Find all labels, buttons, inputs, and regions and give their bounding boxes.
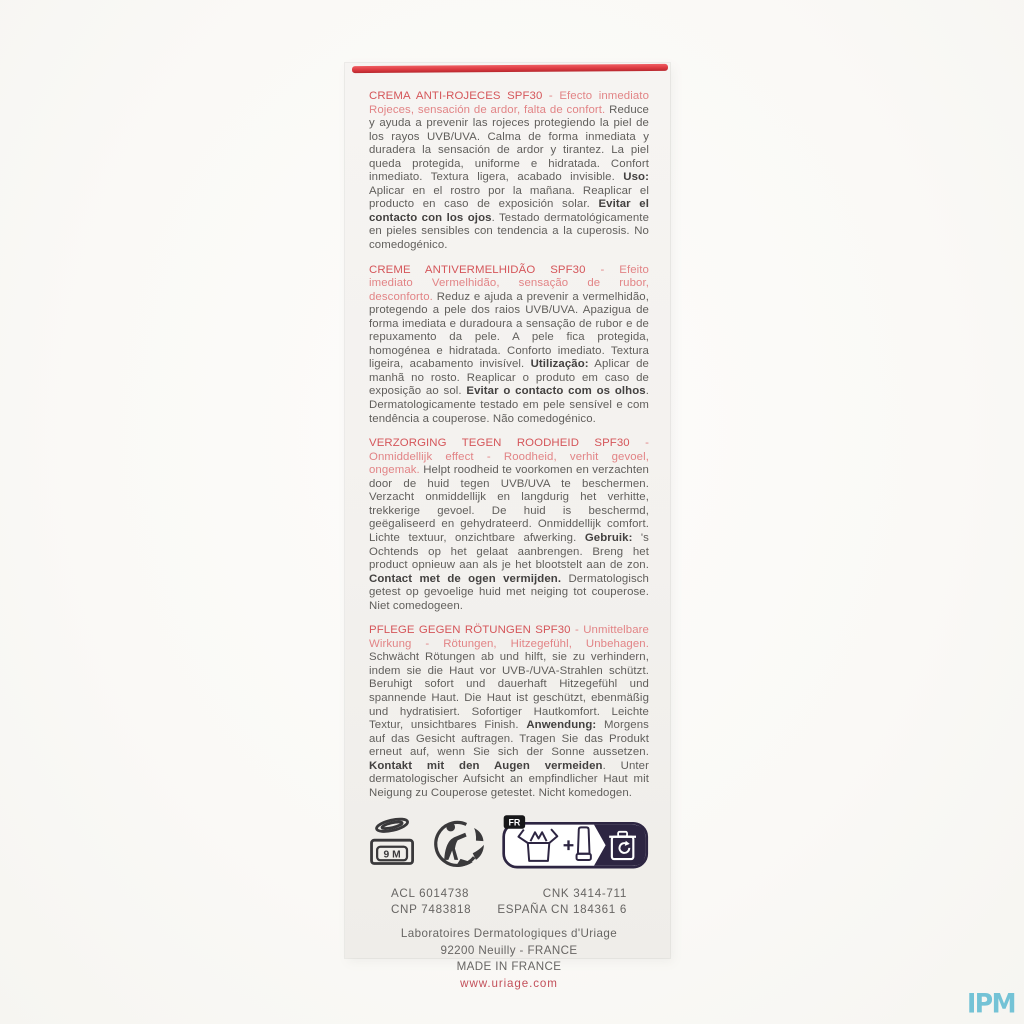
text-segment: Helpt roodheid te voorkomen en verzachten door de huid tegen UVB/UVA te beschermen. Verzacht onmiddellijk en langdurig het verhitte, trekkerige gevoel. De huid is beschermd, geëgaliseerd en gehydrateerd. Onmiddellijk comfort. Lichte textuur, onzichtbare afwerking.	[369, 464, 649, 544]
code-acl: ACL 6014738	[390, 887, 470, 901]
text-segment: - Efecto inmediato Rojeces, sensación de ardor, falta de confort.	[369, 90, 649, 116]
pao-9-months-icon-svg	[365, 814, 421, 872]
text-segment: Reduce y ayuda a prevenir las rojeces protegiendo la piel de los rayos UVB/UVA. Calma de forma inmediata y duradera la sensación de ardor y tirantez. La piel queda protegida, uniforme e hidratada. Confort inmediato. Textura ligera, acabado invisible.	[369, 103, 649, 184]
text-segment: Morgens auf das Gesicht auftragen. Tragen Sie das Produkt erneut auf, wenn Sie sich der Sonne aussetzen.	[369, 719, 649, 759]
code-cnp: CNP 7483818	[390, 903, 472, 917]
text-segment: Schwächt Rötungen ab und hilft, sie zu verhindern, indem sie die Haut vor UVB-/UVA-Strahlen schützt. Beruhigt sofort und dauerhaft Hitzegefühl und spannende Haut. Die Haut ist geschützt, ebenmäßig und hydratisiert. Sofortiger Hautkomfort. Leichte Textur, unsichtbares Finish.	[369, 651, 649, 732]
code-espana-cn: ESPAÑA CN 184361 6	[497, 903, 627, 917]
section-dutch	[369, 437, 649, 613]
text-segment: Evitar el contacto con los ojos	[369, 198, 649, 224]
text-segment: 's Ochtends op het gelaat aanbrengen. Breng het product opnieuw aan als je het blootstelt aan de zon.	[369, 531, 649, 572]
text-segment: Aplicar de manhã no rosto. Reaplicar o produto em caso de exposição ao sol.	[369, 358, 649, 398]
pao-9-months-icon	[365, 814, 421, 877]
text-segment: Uso:	[623, 171, 649, 184]
info-tri-sorting-icon	[501, 813, 653, 878]
triman-recycling-icon	[432, 814, 490, 877]
code-cnk: CNK 3414-711	[542, 887, 627, 901]
text-segment: - Efeito imediato Vermelhidão, sensação de rubor, desconforto.	[369, 263, 649, 303]
text-segment: PFLEGE GEGEN RÖTUNGEN SPF30	[369, 624, 571, 637]
text-segment: Kontakt mit den Augen vermeiden	[369, 759, 603, 772]
section-spanish	[369, 90, 649, 253]
text-segment: Evitar o contacto com os olhos	[466, 385, 646, 398]
ipm-watermark: IPM	[966, 988, 1015, 1019]
text-segment: CREMA ANTI-ROJECES SPF30	[369, 90, 543, 102]
text-segment: . Dermatologicamente testado em pele sensível e com tendência a couperose. Não comedogénico.	[369, 385, 649, 425]
section-german	[369, 624, 649, 800]
panel-text-content	[345, 63, 670, 992]
website-url: www.uriage.com	[460, 976, 558, 990]
text-segment: - Onmiddellijk effect - Roodheid, verhit gevoel, ongemak.	[369, 437, 649, 477]
text-segment: Reduz e ajuda a prevenir a vermelhidão, protegendo a pele dos raios UVB/UVA. Apazigua de forma imediata e duradoura a sensação de rubor e de repuxamento da pele. A pele fica protegida, homogénea e hidratada. Conforto imediato. Textura ligeira, acabamento invisível.	[369, 290, 649, 371]
info-tri-sorting-icon-svg	[501, 813, 653, 873]
text-segment: Anwendung:	[526, 719, 597, 732]
pao-duration-label: 9 M	[383, 849, 401, 861]
text-segment: . Testado dermatológicamente en pieles sensibles con tendencia a la cuperosis. No comedogénico.	[369, 211, 649, 252]
triman-recycling-icon-svg	[432, 814, 490, 872]
text-segment: Aplicar en el rostro por la mañana. Reaplicar el producto en caso de exposición solar.	[369, 184, 649, 211]
section-portuguese	[369, 264, 649, 427]
text-segment: - Unmittelbare Wirkung - Rötungen, Hitzegefühl, Unbehagen.	[369, 624, 649, 650]
text-segment: VERZORGING TEGEN ROODHEID SPF30	[369, 437, 630, 450]
text-segment: Contact met de ogen vermijden.	[369, 572, 562, 585]
text-segment: Gebruik:	[584, 531, 633, 544]
text-segment: Dermatologisch getest op gevoelige huid met neiging tot couperose. Niet comedogeen.	[369, 572, 649, 612]
text-segment: CREME ANTIVERMELHIDÃO SPF30	[369, 263, 586, 276]
product-box-back-panel	[345, 63, 670, 990]
text-segment: . Unter dermatologischer Aufsicht an empfindlicher Haut mit Neigung zu Couperose getestet. Nicht komedogen.	[369, 759, 649, 799]
pharma-codes	[369, 887, 649, 916]
manufacturer-city: 92200 Neuilly - FRANCE	[440, 943, 578, 957]
made-in-line: MADE IN FRANCE	[456, 960, 562, 974]
text-segment: Utilização:	[530, 358, 589, 371]
packaging-symbols-row	[369, 812, 649, 878]
manufacturer-block	[369, 926, 649, 992]
fr-tag-label: FR	[508, 817, 521, 828]
manufacturer-name: Laboratoires Dermatologiques d'Uriage	[400, 927, 618, 941]
